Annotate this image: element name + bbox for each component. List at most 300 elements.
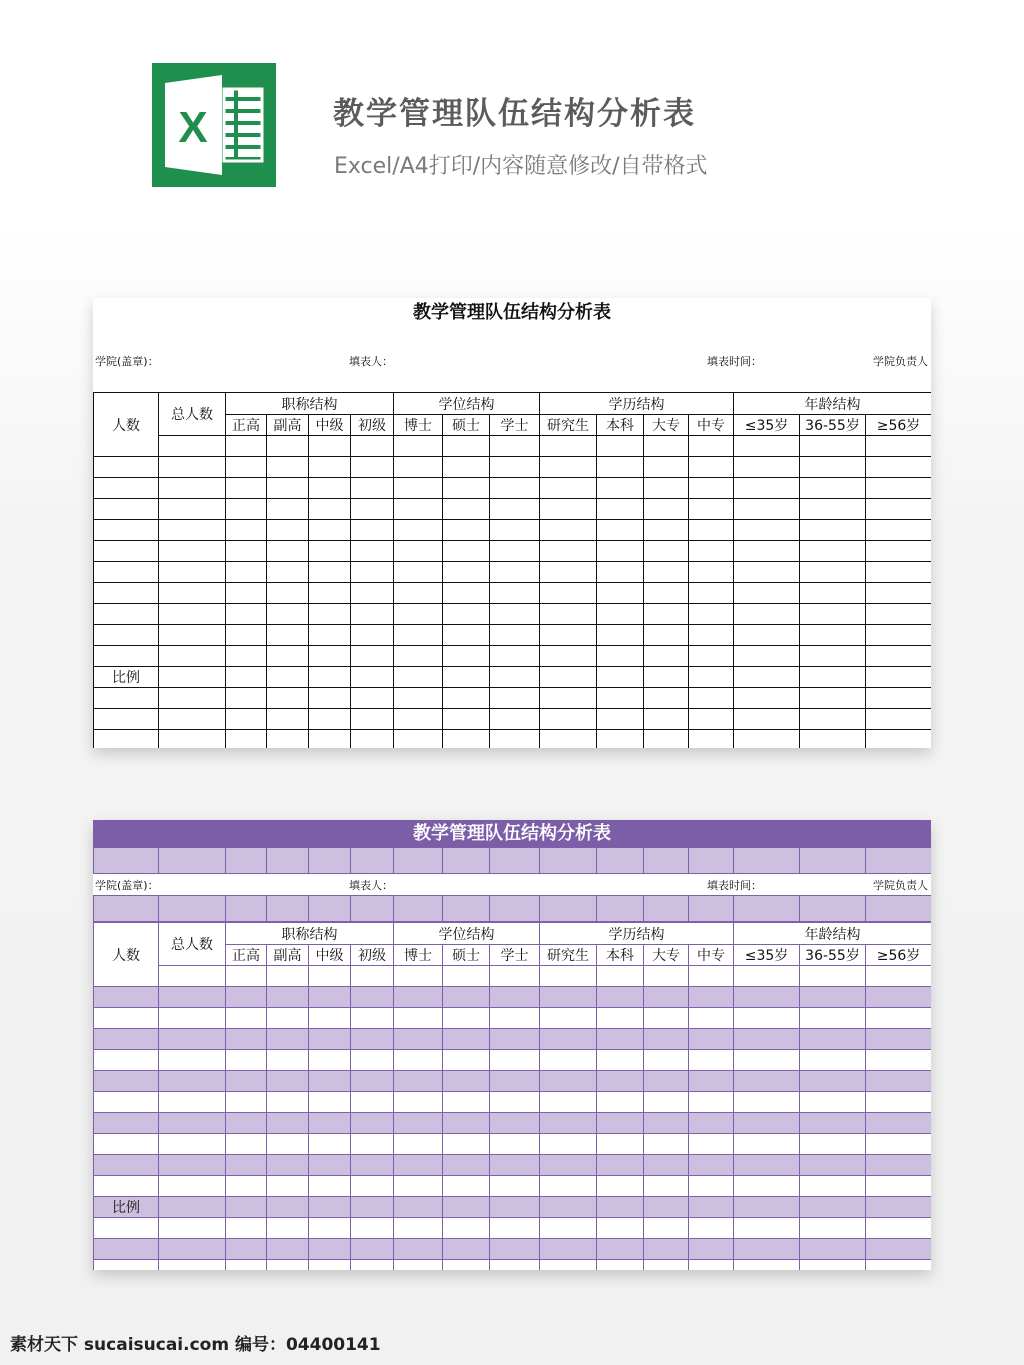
cell[interactable] bbox=[597, 583, 644, 604]
cell[interactable] bbox=[597, 1260, 644, 1271]
cell[interactable] bbox=[394, 667, 443, 688]
cell[interactable] bbox=[689, 520, 734, 541]
cell[interactable] bbox=[689, 709, 734, 730]
cell[interactable] bbox=[394, 1092, 443, 1113]
cell[interactable] bbox=[226, 1176, 267, 1197]
cell[interactable] bbox=[267, 499, 309, 520]
cell[interactable] bbox=[490, 1071, 540, 1092]
cell[interactable] bbox=[597, 604, 644, 625]
cell[interactable] bbox=[597, 1071, 644, 1092]
cell[interactable] bbox=[490, 499, 540, 520]
cell[interactable] bbox=[443, 457, 490, 478]
cell[interactable] bbox=[689, 1176, 734, 1197]
cell[interactable] bbox=[443, 625, 490, 646]
cell[interactable] bbox=[866, 1197, 932, 1218]
cell[interactable] bbox=[689, 499, 734, 520]
cell[interactable] bbox=[689, 1155, 734, 1176]
cell[interactable] bbox=[540, 987, 597, 1008]
cell[interactable] bbox=[689, 646, 734, 667]
cell[interactable] bbox=[351, 667, 394, 688]
cell[interactable] bbox=[734, 520, 800, 541]
cell[interactable] bbox=[443, 520, 490, 541]
cell[interactable] bbox=[800, 1197, 866, 1218]
cell[interactable] bbox=[394, 436, 443, 457]
cell[interactable] bbox=[309, 966, 351, 987]
cell[interactable] bbox=[490, 583, 540, 604]
cell[interactable] bbox=[866, 1176, 932, 1197]
cell[interactable] bbox=[94, 1113, 159, 1134]
cell[interactable] bbox=[159, 1260, 226, 1271]
cell[interactable] bbox=[689, 1050, 734, 1071]
cell[interactable] bbox=[540, 1134, 597, 1155]
cell[interactable] bbox=[490, 987, 540, 1008]
cell[interactable] bbox=[866, 478, 932, 499]
cell[interactable] bbox=[94, 604, 159, 625]
cell[interactable] bbox=[734, 1155, 800, 1176]
cell[interactable] bbox=[734, 1197, 800, 1218]
cell[interactable] bbox=[866, 730, 932, 749]
cell[interactable] bbox=[800, 478, 866, 499]
cell[interactable] bbox=[309, 1071, 351, 1092]
cell[interactable] bbox=[94, 1218, 159, 1239]
cell[interactable] bbox=[159, 1197, 226, 1218]
cell[interactable] bbox=[800, 457, 866, 478]
cell[interactable] bbox=[443, 604, 490, 625]
cell[interactable] bbox=[689, 562, 734, 583]
cell[interactable] bbox=[866, 457, 932, 478]
cell[interactable] bbox=[94, 730, 159, 749]
cell[interactable] bbox=[443, 1218, 490, 1239]
cell[interactable] bbox=[226, 966, 267, 987]
cell[interactable] bbox=[734, 966, 800, 987]
cell[interactable] bbox=[734, 1260, 800, 1271]
cell[interactable] bbox=[226, 1113, 267, 1134]
cell[interactable] bbox=[351, 604, 394, 625]
cell[interactable] bbox=[540, 1218, 597, 1239]
cell[interactable] bbox=[644, 1113, 689, 1134]
cell[interactable] bbox=[267, 688, 309, 709]
cell[interactable] bbox=[597, 1113, 644, 1134]
cell[interactable] bbox=[159, 688, 226, 709]
cell[interactable] bbox=[267, 1134, 309, 1155]
cell[interactable] bbox=[226, 1008, 267, 1029]
cell[interactable] bbox=[490, 730, 540, 749]
cell[interactable] bbox=[597, 730, 644, 749]
cell[interactable] bbox=[267, 1113, 309, 1134]
cell[interactable] bbox=[394, 625, 443, 646]
cell[interactable] bbox=[540, 1155, 597, 1176]
cell[interactable] bbox=[351, 1092, 394, 1113]
cell[interactable] bbox=[443, 1197, 490, 1218]
cell[interactable] bbox=[394, 1155, 443, 1176]
cell[interactable] bbox=[800, 1239, 866, 1260]
cell[interactable] bbox=[226, 1050, 267, 1071]
cell[interactable] bbox=[309, 1134, 351, 1155]
cell[interactable] bbox=[267, 1260, 309, 1271]
cell[interactable] bbox=[226, 541, 267, 562]
cell[interactable] bbox=[490, 1134, 540, 1155]
cell[interactable] bbox=[490, 1029, 540, 1050]
cell[interactable] bbox=[866, 583, 932, 604]
cell[interactable] bbox=[226, 1239, 267, 1260]
cell[interactable] bbox=[866, 987, 932, 1008]
cell[interactable] bbox=[226, 457, 267, 478]
cell[interactable] bbox=[800, 499, 866, 520]
cell[interactable] bbox=[689, 583, 734, 604]
cell[interactable] bbox=[351, 520, 394, 541]
cell[interactable] bbox=[267, 987, 309, 1008]
cell[interactable] bbox=[866, 667, 932, 688]
cell[interactable] bbox=[309, 1218, 351, 1239]
cell[interactable] bbox=[226, 1134, 267, 1155]
cell[interactable] bbox=[800, 966, 866, 987]
cell[interactable] bbox=[159, 478, 226, 499]
cell[interactable] bbox=[866, 1092, 932, 1113]
cell[interactable] bbox=[597, 1218, 644, 1239]
cell[interactable] bbox=[159, 1029, 226, 1050]
cell[interactable] bbox=[159, 1218, 226, 1239]
cell[interactable] bbox=[689, 541, 734, 562]
cell[interactable] bbox=[351, 562, 394, 583]
cell[interactable] bbox=[226, 688, 267, 709]
cell[interactable] bbox=[734, 987, 800, 1008]
cell[interactable] bbox=[226, 646, 267, 667]
cell[interactable] bbox=[734, 709, 800, 730]
cell[interactable] bbox=[226, 583, 267, 604]
cell[interactable] bbox=[689, 625, 734, 646]
cell[interactable] bbox=[309, 1029, 351, 1050]
cell[interactable] bbox=[309, 1050, 351, 1071]
cell[interactable] bbox=[597, 478, 644, 499]
cell[interactable] bbox=[644, 1176, 689, 1197]
cell[interactable] bbox=[490, 1113, 540, 1134]
cell[interactable] bbox=[540, 730, 597, 749]
cell[interactable] bbox=[94, 1155, 159, 1176]
cell[interactable] bbox=[490, 688, 540, 709]
cell[interactable] bbox=[309, 1092, 351, 1113]
cell[interactable] bbox=[309, 562, 351, 583]
cell[interactable] bbox=[394, 1197, 443, 1218]
cell[interactable] bbox=[540, 1008, 597, 1029]
cell[interactable] bbox=[689, 1134, 734, 1155]
cell[interactable] bbox=[800, 436, 866, 457]
cell[interactable] bbox=[394, 499, 443, 520]
cell[interactable] bbox=[866, 1008, 932, 1029]
cell[interactable] bbox=[689, 667, 734, 688]
cell[interactable] bbox=[644, 583, 689, 604]
cell[interactable] bbox=[394, 1260, 443, 1271]
cell[interactable] bbox=[540, 1239, 597, 1260]
cell[interactable] bbox=[644, 1008, 689, 1029]
cell[interactable] bbox=[597, 1050, 644, 1071]
cell[interactable] bbox=[309, 667, 351, 688]
cell[interactable] bbox=[597, 436, 644, 457]
cell[interactable] bbox=[597, 499, 644, 520]
cell[interactable] bbox=[866, 499, 932, 520]
cell[interactable] bbox=[159, 1155, 226, 1176]
cell[interactable] bbox=[644, 1029, 689, 1050]
cell[interactable] bbox=[800, 667, 866, 688]
cell[interactable] bbox=[540, 583, 597, 604]
cell[interactable] bbox=[800, 562, 866, 583]
cell[interactable] bbox=[866, 709, 932, 730]
cell[interactable] bbox=[734, 1239, 800, 1260]
cell[interactable] bbox=[94, 709, 159, 730]
cell[interactable] bbox=[394, 604, 443, 625]
cell[interactable] bbox=[159, 436, 226, 457]
cell[interactable] bbox=[267, 1071, 309, 1092]
cell[interactable] bbox=[866, 1260, 932, 1271]
cell[interactable] bbox=[734, 1050, 800, 1071]
cell[interactable] bbox=[443, 1050, 490, 1071]
cell[interactable] bbox=[226, 436, 267, 457]
cell[interactable] bbox=[94, 457, 159, 478]
cell[interactable] bbox=[866, 562, 932, 583]
cell[interactable] bbox=[267, 520, 309, 541]
cell[interactable] bbox=[800, 1260, 866, 1271]
cell[interactable] bbox=[644, 1050, 689, 1071]
cell[interactable] bbox=[94, 499, 159, 520]
cell[interactable] bbox=[644, 667, 689, 688]
cell[interactable] bbox=[309, 583, 351, 604]
cell[interactable] bbox=[800, 604, 866, 625]
cell[interactable] bbox=[490, 1050, 540, 1071]
cell[interactable] bbox=[540, 478, 597, 499]
cell[interactable] bbox=[267, 436, 309, 457]
cell[interactable] bbox=[94, 583, 159, 604]
cell[interactable] bbox=[159, 1176, 226, 1197]
cell[interactable] bbox=[309, 688, 351, 709]
cell[interactable] bbox=[597, 1029, 644, 1050]
cell[interactable] bbox=[443, 583, 490, 604]
cell[interactable] bbox=[267, 1029, 309, 1050]
cell[interactable] bbox=[540, 1092, 597, 1113]
cell[interactable] bbox=[351, 709, 394, 730]
cell[interactable] bbox=[800, 709, 866, 730]
cell[interactable] bbox=[644, 646, 689, 667]
cell[interactable] bbox=[351, 1260, 394, 1271]
cell[interactable] bbox=[94, 646, 159, 667]
cell[interactable] bbox=[226, 604, 267, 625]
cell[interactable] bbox=[540, 562, 597, 583]
cell[interactable] bbox=[490, 1218, 540, 1239]
cell[interactable] bbox=[644, 1155, 689, 1176]
cell[interactable] bbox=[351, 688, 394, 709]
cell[interactable] bbox=[689, 730, 734, 749]
cell[interactable] bbox=[443, 1008, 490, 1029]
cell[interactable] bbox=[597, 667, 644, 688]
cell[interactable] bbox=[394, 583, 443, 604]
cell[interactable] bbox=[443, 1134, 490, 1155]
cell[interactable] bbox=[309, 499, 351, 520]
cell[interactable] bbox=[159, 583, 226, 604]
cell[interactable] bbox=[490, 1239, 540, 1260]
cell[interactable] bbox=[644, 688, 689, 709]
cell[interactable] bbox=[644, 987, 689, 1008]
cell[interactable] bbox=[443, 478, 490, 499]
cell[interactable] bbox=[490, 1260, 540, 1271]
cell[interactable] bbox=[490, 541, 540, 562]
cell[interactable] bbox=[309, 436, 351, 457]
cell[interactable] bbox=[490, 562, 540, 583]
cell[interactable] bbox=[443, 646, 490, 667]
cell[interactable] bbox=[94, 1071, 159, 1092]
cell[interactable] bbox=[866, 520, 932, 541]
cell[interactable] bbox=[597, 541, 644, 562]
cell[interactable] bbox=[644, 541, 689, 562]
cell[interactable] bbox=[351, 730, 394, 749]
cell[interactable] bbox=[443, 1176, 490, 1197]
cell[interactable] bbox=[597, 1092, 644, 1113]
cell[interactable] bbox=[800, 625, 866, 646]
cell[interactable] bbox=[351, 1071, 394, 1092]
cell[interactable] bbox=[734, 646, 800, 667]
cell[interactable] bbox=[734, 1029, 800, 1050]
cell[interactable] bbox=[734, 478, 800, 499]
cell[interactable] bbox=[866, 1071, 932, 1092]
cell[interactable] bbox=[443, 1029, 490, 1050]
cell[interactable] bbox=[443, 730, 490, 749]
cell[interactable] bbox=[159, 541, 226, 562]
cell[interactable] bbox=[644, 1134, 689, 1155]
cell[interactable] bbox=[597, 1197, 644, 1218]
cell[interactable] bbox=[94, 1008, 159, 1029]
cell[interactable] bbox=[394, 709, 443, 730]
cell[interactable] bbox=[734, 1176, 800, 1197]
cell[interactable] bbox=[159, 966, 226, 987]
cell[interactable] bbox=[159, 562, 226, 583]
cell[interactable] bbox=[734, 1134, 800, 1155]
cell[interactable] bbox=[267, 1218, 309, 1239]
cell[interactable] bbox=[351, 1197, 394, 1218]
cell[interactable] bbox=[734, 562, 800, 583]
cell[interactable] bbox=[443, 1092, 490, 1113]
cell[interactable] bbox=[443, 499, 490, 520]
cell[interactable] bbox=[644, 1071, 689, 1092]
cell[interactable] bbox=[94, 1029, 159, 1050]
cell[interactable] bbox=[866, 688, 932, 709]
cell[interactable] bbox=[267, 457, 309, 478]
cell[interactable] bbox=[351, 499, 394, 520]
cell[interactable] bbox=[351, 1008, 394, 1029]
cell[interactable] bbox=[734, 541, 800, 562]
cell[interactable] bbox=[689, 688, 734, 709]
cell[interactable] bbox=[689, 966, 734, 987]
cell[interactable] bbox=[490, 478, 540, 499]
cell[interactable] bbox=[309, 604, 351, 625]
cell[interactable] bbox=[394, 1008, 443, 1029]
cell[interactable] bbox=[159, 499, 226, 520]
cell[interactable] bbox=[94, 541, 159, 562]
cell[interactable] bbox=[734, 730, 800, 749]
cell[interactable] bbox=[689, 987, 734, 1008]
cell[interactable] bbox=[540, 457, 597, 478]
cell[interactable] bbox=[866, 1113, 932, 1134]
cell[interactable] bbox=[540, 667, 597, 688]
cell[interactable] bbox=[644, 499, 689, 520]
cell[interactable] bbox=[734, 457, 800, 478]
cell[interactable] bbox=[644, 1239, 689, 1260]
cell[interactable] bbox=[644, 1260, 689, 1271]
cell[interactable] bbox=[734, 1218, 800, 1239]
cell[interactable] bbox=[159, 709, 226, 730]
cell[interactable] bbox=[689, 478, 734, 499]
cell[interactable] bbox=[490, 1155, 540, 1176]
cell[interactable] bbox=[866, 625, 932, 646]
cell[interactable] bbox=[644, 478, 689, 499]
cell[interactable] bbox=[159, 1071, 226, 1092]
cell[interactable] bbox=[394, 1176, 443, 1197]
cell[interactable] bbox=[800, 1050, 866, 1071]
cell[interactable] bbox=[443, 1155, 490, 1176]
cell[interactable] bbox=[490, 709, 540, 730]
cell[interactable] bbox=[351, 646, 394, 667]
cell[interactable] bbox=[159, 1239, 226, 1260]
cell[interactable] bbox=[540, 966, 597, 987]
cell[interactable] bbox=[443, 709, 490, 730]
cell[interactable] bbox=[351, 436, 394, 457]
cell[interactable] bbox=[309, 1176, 351, 1197]
cell[interactable] bbox=[226, 1260, 267, 1271]
cell[interactable] bbox=[597, 1134, 644, 1155]
cell[interactable] bbox=[159, 730, 226, 749]
cell[interactable] bbox=[351, 478, 394, 499]
cell[interactable] bbox=[800, 1134, 866, 1155]
cell[interactable] bbox=[159, 987, 226, 1008]
cell[interactable] bbox=[351, 1134, 394, 1155]
cell[interactable] bbox=[351, 1218, 394, 1239]
cell[interactable] bbox=[267, 730, 309, 749]
cell[interactable] bbox=[159, 625, 226, 646]
cell[interactable] bbox=[394, 1029, 443, 1050]
cell[interactable] bbox=[394, 478, 443, 499]
cell[interactable] bbox=[351, 1239, 394, 1260]
cell[interactable] bbox=[800, 987, 866, 1008]
cell[interactable] bbox=[94, 1092, 159, 1113]
cell[interactable] bbox=[540, 1197, 597, 1218]
cell[interactable] bbox=[309, 1113, 351, 1134]
cell[interactable] bbox=[267, 1155, 309, 1176]
cell[interactable] bbox=[490, 436, 540, 457]
cell[interactable] bbox=[800, 1113, 866, 1134]
cell[interactable] bbox=[267, 562, 309, 583]
cell[interactable] bbox=[597, 966, 644, 987]
cell[interactable] bbox=[490, 457, 540, 478]
cell[interactable] bbox=[94, 562, 159, 583]
cell[interactable] bbox=[644, 709, 689, 730]
cell[interactable] bbox=[351, 1113, 394, 1134]
cell[interactable] bbox=[394, 520, 443, 541]
cell[interactable] bbox=[490, 966, 540, 987]
cell[interactable] bbox=[159, 604, 226, 625]
cell[interactable] bbox=[540, 520, 597, 541]
cell[interactable] bbox=[734, 625, 800, 646]
cell[interactable] bbox=[309, 1197, 351, 1218]
cell[interactable] bbox=[267, 1050, 309, 1071]
cell[interactable] bbox=[644, 966, 689, 987]
cell[interactable] bbox=[734, 1113, 800, 1134]
cell[interactable] bbox=[226, 1029, 267, 1050]
cell[interactable] bbox=[597, 709, 644, 730]
cell[interactable] bbox=[490, 1092, 540, 1113]
cell[interactable] bbox=[490, 646, 540, 667]
cell[interactable] bbox=[443, 966, 490, 987]
cell[interactable] bbox=[159, 646, 226, 667]
cell[interactable] bbox=[734, 1071, 800, 1092]
cell[interactable] bbox=[394, 1134, 443, 1155]
cell[interactable] bbox=[689, 1260, 734, 1271]
cell[interactable] bbox=[309, 625, 351, 646]
